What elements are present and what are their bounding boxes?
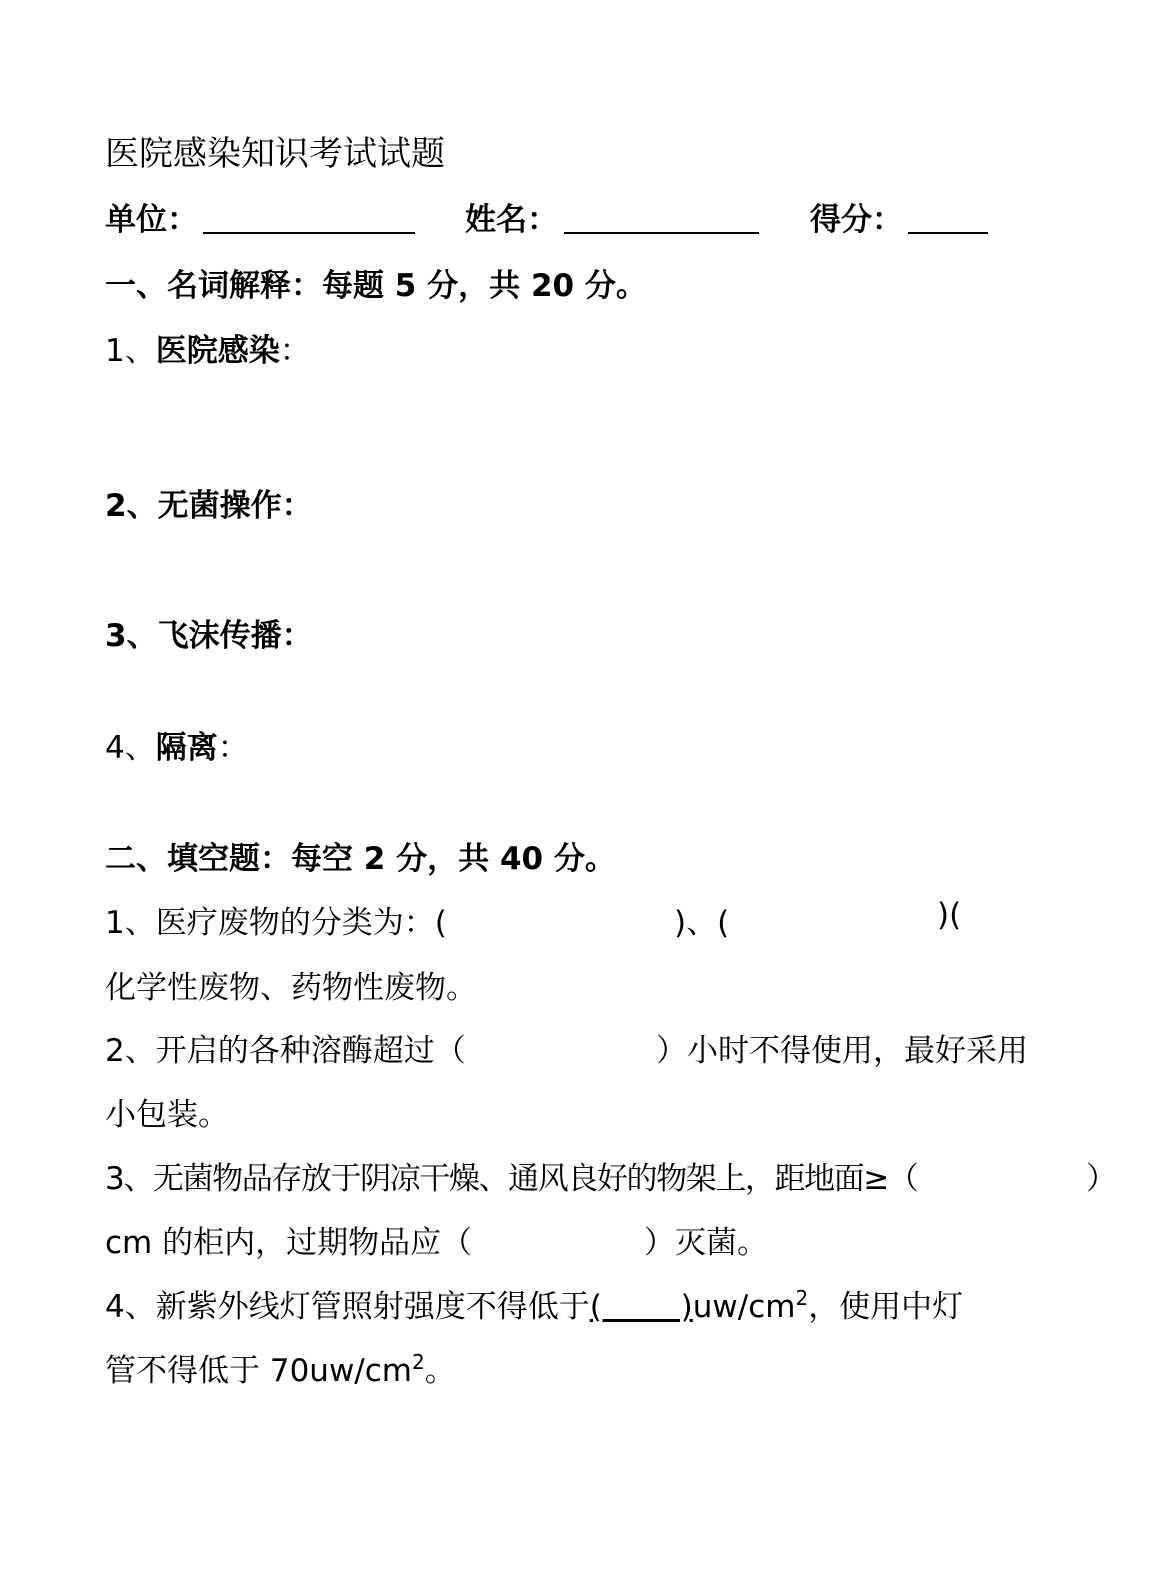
item-colon: ：: [217, 730, 249, 766]
q3-paren-end: ）: [1086, 1161, 1117, 1197]
definition-item: [105, 610, 313, 655]
q3-line2-rest: ）灭菌。: [644, 1225, 768, 1261]
q4-line1: [105, 1281, 963, 1326]
q4-line2-text: 管不得低于 70uw/cm: [105, 1353, 412, 1389]
q4-line2: [105, 1345, 456, 1390]
page-title: 医院感染知识考试试题: [105, 134, 445, 174]
item-number: 1、: [105, 333, 156, 369]
q4-line2-end: 。: [424, 1353, 456, 1389]
item-number: 4、: [105, 730, 156, 766]
score-label: 得分：: [810, 202, 903, 238]
q2-line2-text: 小包装。: [105, 1097, 229, 1133]
q4-unit: uw/cm: [692, 1289, 796, 1325]
item-colon: ：: [281, 618, 313, 654]
definition-item: [105, 480, 313, 525]
definition-item: [105, 722, 249, 767]
q1-paren-end: )(: [937, 897, 962, 933]
item-term: 飞沫传播: [157, 618, 282, 654]
item-colon: ：: [281, 488, 313, 524]
q1-paren-middle: )、(: [674, 905, 730, 941]
q4-unit-sup: 2: [795, 1286, 809, 1310]
item-number: 2、: [105, 488, 158, 524]
score-blank[interactable]: [908, 232, 988, 234]
item-term: 医院感染: [155, 333, 280, 369]
unit-blank[interactable]: [203, 232, 415, 234]
q3-line1-text: 3、无菌物品存放于阴凉干燥、通风良好的物架上，距地面≥（: [105, 1161, 918, 1197]
name-blank[interactable]: [564, 232, 759, 234]
item-colon: ：: [279, 333, 311, 369]
q4-blank[interactable]: ( ): [589, 1289, 693, 1325]
unit-label: 单位：: [105, 202, 198, 238]
item-term: 隔离: [155, 730, 218, 766]
q1-line1-text: 1、医疗废物的分类为：(: [105, 905, 447, 941]
q1-line2-text: 化学性废物、药物性废物。: [105, 970, 477, 1006]
name-label: 姓名：: [465, 202, 558, 238]
q4-text: 4、新紫外线灯管照射强度不得低于: [105, 1289, 590, 1325]
item-term: 无菌操作: [157, 488, 282, 524]
q3-line2-text: cm 的柜内，过期物品应（: [105, 1225, 473, 1261]
q4-text-rest: ，使用中灯: [808, 1289, 964, 1325]
definition-item: [105, 325, 311, 370]
section2-heading: 二、填空题：每空 2 分，共 40 分。: [105, 841, 616, 877]
q4-line2-sup: 2: [412, 1350, 425, 1374]
q2-line1-rest: ）小时不得使用，最好采用: [656, 1033, 1028, 1069]
q2-line1-text: 2、开启的各种溶酶超过（: [105, 1033, 466, 1069]
section1-heading: 一、名词解释：每题 5 分，共 20 分。: [105, 268, 647, 304]
item-number: 3、: [105, 618, 158, 654]
